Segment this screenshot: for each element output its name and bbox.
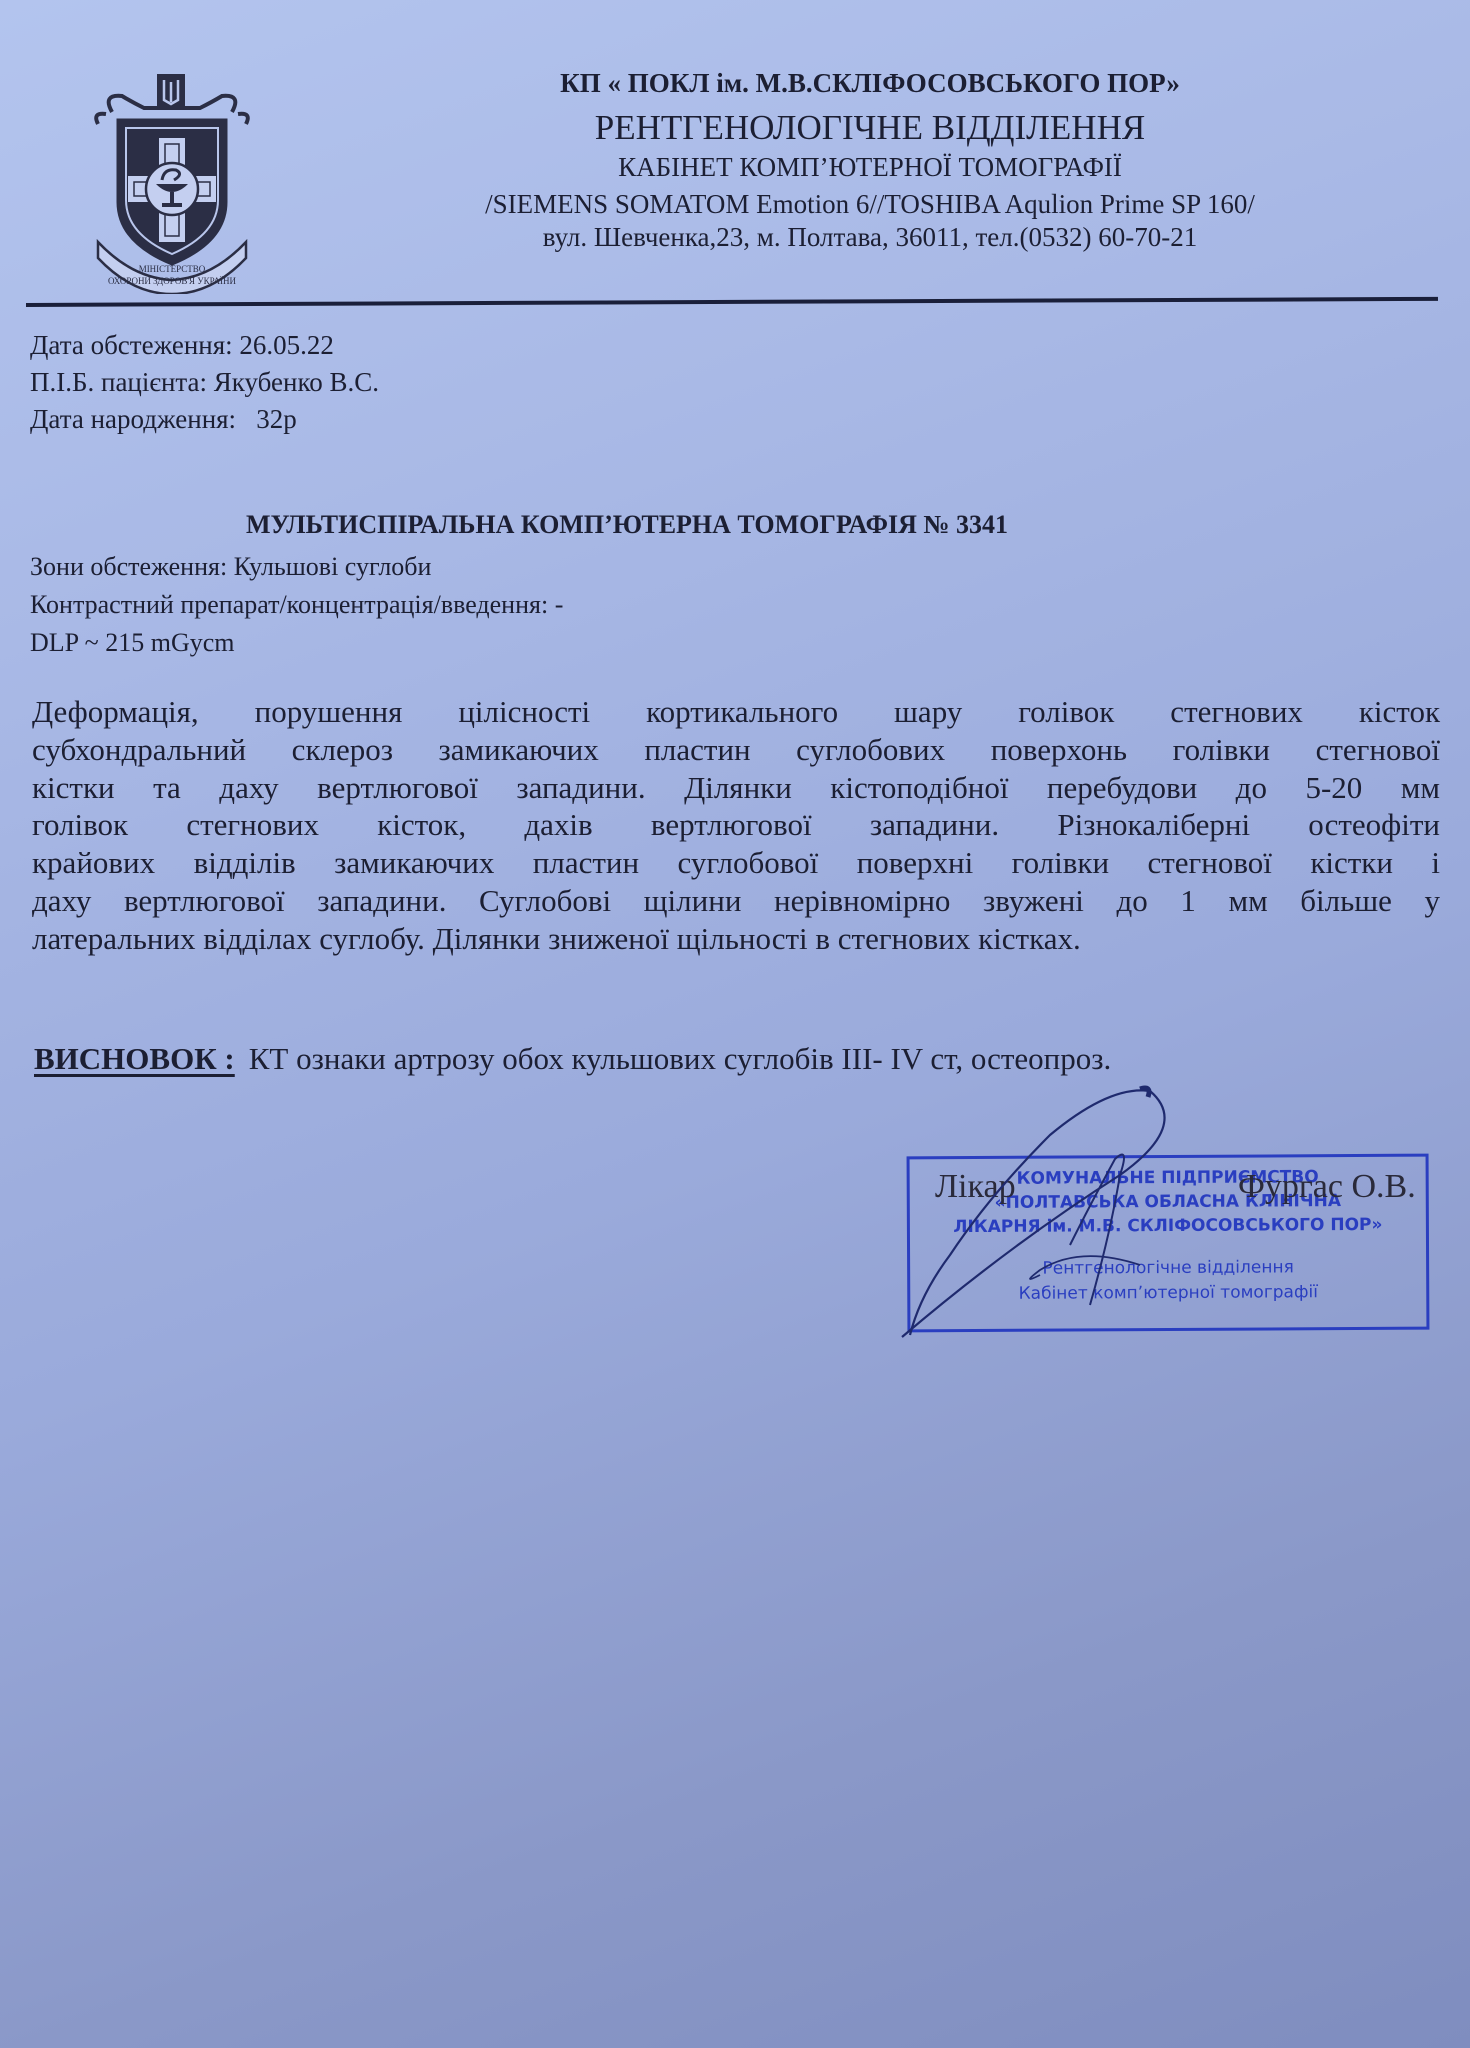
birth-info: Дата народження: 32р — [30, 404, 297, 434]
stamp-line: КОМУНАЛЬНЕ ПІДПРИЄМСТВО — [1016, 1167, 1319, 1189]
exam-zones: Зони обстеження: Кульшові суглоби — [30, 552, 432, 581]
handwritten-signature-icon — [890, 1075, 1290, 1345]
findings-line: Деформація, порушення цілісності кортикального шару голівок стегнових кісток — [32, 694, 1440, 729]
findings-line: субхондральний склероз замикаючих пластин суглобових поверхонь голівки стегнової — [32, 731, 1440, 767]
exam-date: Дата обстеження: 26.05.22 — [30, 330, 334, 360]
findings-line: латеральних відділах суглобу. Ділянки зниженої щільності в стегнових кістках. — [32, 920, 1081, 956]
stamp-line: Рентгенологічне відділення — [1042, 1257, 1294, 1279]
conclusion-text: КТ ознаки артрозу обох кульшових суглобів ІІІ- ІV ст, остеопроз. — [248, 1041, 1112, 1076]
cabinet-name: КАБІНЕТ КОМП’ЮТЕРНОЇ ТОМОГРАФІЇ — [618, 152, 1122, 182]
organization-name: КП « ПОКЛ ім. М.В.СКЛІФОСОВСЬКОГО ПОР» — [560, 68, 1180, 98]
conclusion-label: ВИСНОВОК : — [34, 1041, 235, 1076]
study-title: МУЛЬТИСПІРАЛЬНА КОМП’ЮТЕРНА ТОМОГРАФІЯ № 3341 — [246, 510, 1008, 539]
department-name: РЕНТГЕНОЛОГІЧНЕ ВІДДІЛЕННЯ — [594, 108, 1146, 147]
findings-line: крайових відділів замикаючих пластин суглобової поверхні голівки стегнової кістки і — [32, 845, 1440, 881]
dlp-dose: DLP ~ 215 mGycm — [30, 628, 235, 657]
conclusion — [34, 1041, 1111, 1077]
ribbon-text-line2: ОХОРОНИ ЗДОРОВ'Я УКРАЇНИ — [107, 276, 237, 286]
findings-line: кістки та даху вертлюгової западини. Ділянки кістоподібної перебудови до 5-20 мм — [32, 769, 1440, 805]
stamp-line: ЛІКАРНЯ ім. М.В. СКЛІФОСОВСЬКОГО ПОР» — [953, 1214, 1383, 1238]
address-line: вул. Шевченка,23, м. Полтава, 36011, тел.(0532) 60-70-21 — [542, 222, 1198, 252]
findings-paragraph — [32, 693, 1440, 958]
ministry-of-health-emblem-icon — [92, 72, 252, 294]
equipment-line: /SIEMENS SOMATOM Emotion 6//TOSHIBA Aqulion Prime SP 160/ — [485, 189, 1255, 219]
contrast-agent: Контрастний препарат/концентрація/введення: - — [30, 590, 564, 619]
findings-line: даху вертлюгової западини. Суглобові щілини нерівномірно звужені до 1 мм більше у — [32, 882, 1440, 918]
ribbon-text-line1: МІНІСТЕРСТВО — [138, 264, 206, 274]
findings-line: голівок стегнових кісток, дахів вертлюгової западини. Різнокаліберні остеофіти — [32, 807, 1440, 843]
doctor-name: Фургас О.В. — [1238, 1168, 1416, 1205]
doctor-label: Лікар — [935, 1168, 1016, 1205]
stamp-line: Кабінет комп’ютерної томографії — [1018, 1282, 1318, 1304]
header-divider — [26, 297, 1438, 307]
trident-icon — [157, 74, 185, 108]
stamp-line: «ПОЛТАВСЬКА ОБЛАСНА КЛІНІЧНА — [994, 1191, 1342, 1213]
patient-name: П.І.Б. пацієнта: Якубенко В.С. — [30, 367, 379, 397]
